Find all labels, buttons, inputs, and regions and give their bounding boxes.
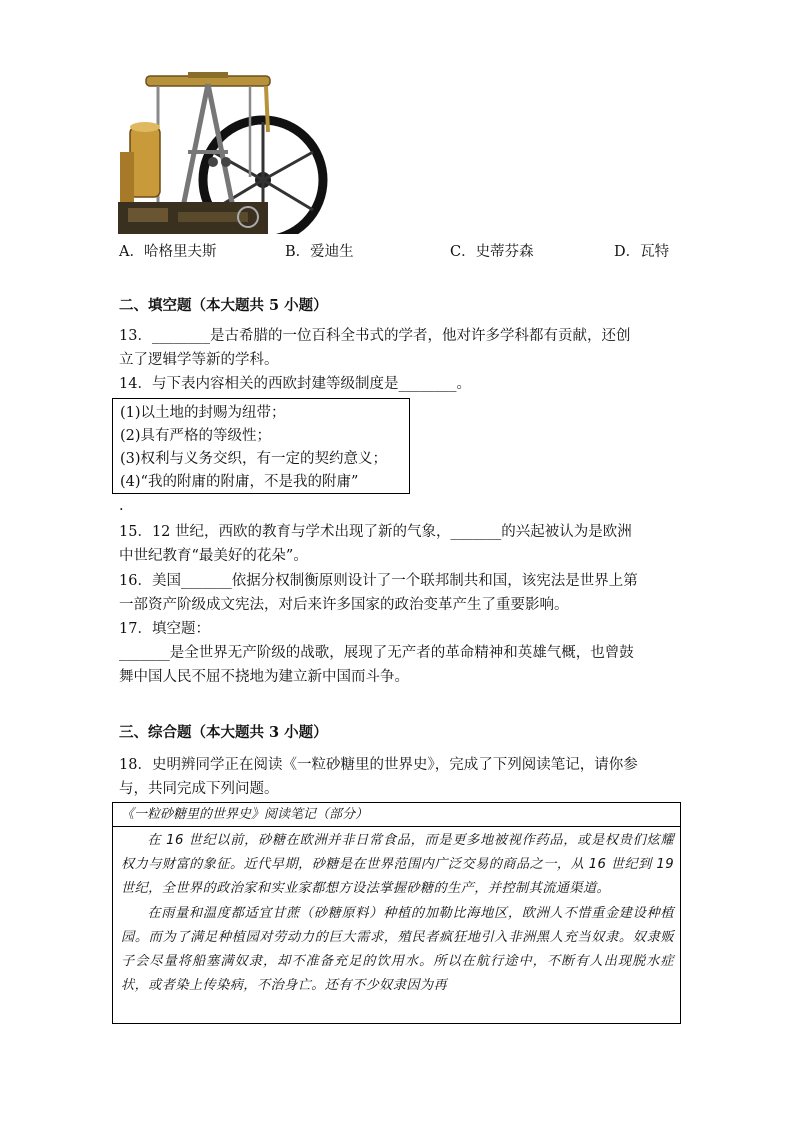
- table-row: (1)以土地的封赐为纽带；: [120, 405, 286, 421]
- table-row: (2)具有严格的等级性；: [120, 428, 272, 444]
- section-heading-fill-blank: 二、填空题（本大题共 5 小题）: [119, 297, 328, 314]
- option-d: D．瓦特: [614, 244, 670, 260]
- reading-notes-body: [121, 829, 674, 998]
- question-14-line1: 14．与下表内容相关的西欧封建等级制度是________。: [119, 376, 471, 392]
- reading-notes-box: [112, 802, 681, 1024]
- question-13-line1: 13．________是古希腊的一位百科全书式的学者，他对许多学科都有贡献，还创: [119, 328, 631, 344]
- question-14-trailing: .: [119, 498, 124, 514]
- question-15-line1: 15．12 世纪，西欧的教育与学术出现了新的气象，_______的兴起被认为是欧洲: [119, 524, 632, 540]
- question-18-line1: 18．史明辨同学正在阅读《一粒砂糖里的世界史》，完成了下列阅读笔记，请你参: [119, 757, 638, 773]
- question-17-line1: 17．填空题：: [119, 621, 210, 637]
- question-18-line2: 与，共同完成下列问题。: [119, 781, 279, 797]
- question-16-line1: 16．美国_______依据分权制衡原则设计了一个联邦制共和国，该宪法是世界上第: [119, 573, 638, 589]
- steam-engine-image: [118, 72, 328, 234]
- question-16-line2: 一部资产阶级成文宪法，对后来许多国家的政治变革产生了重要影响。: [119, 597, 569, 613]
- table-row: (3)权利与义务交织，有一定的契约意义；: [120, 451, 388, 467]
- option-a: A．哈格里夫斯: [119, 244, 217, 260]
- option-b: B．爱迪生: [285, 244, 354, 260]
- question-17-line3: 舞中国人民不屈不挠地为建立新中国而斗争。: [119, 669, 409, 685]
- reading-notes-title: 《一粒砂糖里的世界史》阅读笔记（部分）: [113, 803, 680, 827]
- section-heading-comprehensive: 三、综合题（本大题共 3 小题）: [119, 724, 328, 741]
- question-15-line2: 中世纪教育“最美好的花朵”。: [119, 548, 308, 564]
- reading-notes-paragraph-1: 在 16 世纪以前，砂糖在欧洲并非日常食品，而是更多地被视作药品，或是权贵们炫耀权力与财富的象征。近代早期，砂糖是在世界范围内广泛交易的商品之一，从 16 世纪到 19 世纪，全世界的政治家和实业家都想方设法掌握砂糖的生产，并控制其流通渠道。: [121, 833, 674, 897]
- question-14-table: [112, 398, 410, 494]
- question-17-line2: _______是全世界无产阶级的战歌，展现了无产者的革命精神和英雄气概，也曾鼓: [119, 645, 634, 661]
- option-c: C．史蒂芬森: [450, 244, 534, 260]
- reading-notes-paragraph-2: 在雨量和温度都适宜甘蔗（砂糖原料）种植的加勒比海地区，欧洲人不惜重金建设种植园。而为了满足种植园对劳动力的巨大需求，殖民者疯狂地引入非洲黑人充当奴隶。奴隶贩子会尽量将船塞满奴隶，却不准备充足的饮用水。所以在航行途中，不断有人出现脱水症状，或者染上传染病，不治身亡。还有不少奴隶因为再: [121, 905, 674, 994]
- question-13-line2: 立了逻辑学等新的学科。: [119, 352, 279, 368]
- table-row: (4)“我的附庸的附庸，不是我的附庸”: [120, 474, 359, 490]
